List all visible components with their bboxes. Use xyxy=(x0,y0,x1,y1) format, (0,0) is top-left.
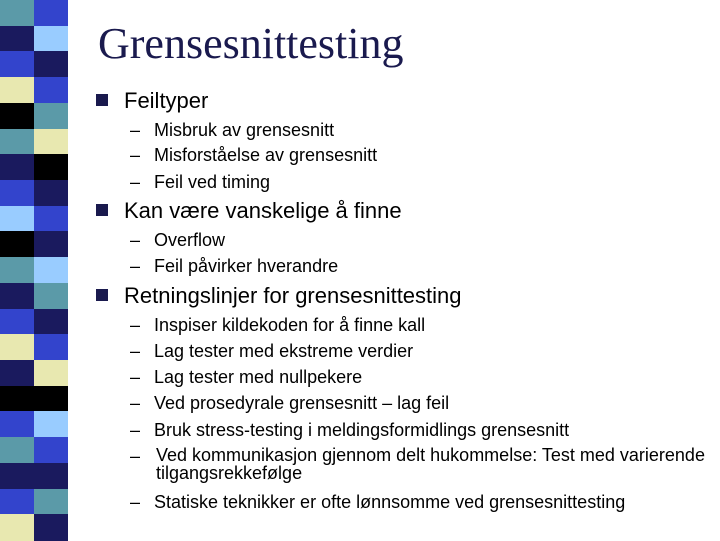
stripe-block xyxy=(34,0,68,27)
stripe-block xyxy=(0,231,34,258)
bullet-feiltyper xyxy=(96,88,208,114)
dash-marker: – xyxy=(130,367,141,387)
stripe-block xyxy=(0,386,34,413)
stripe-block xyxy=(34,257,68,284)
stripe-block xyxy=(34,334,68,361)
stripe-block xyxy=(34,463,68,490)
bullet-text: Kan være vanskelige å finne xyxy=(124,198,402,223)
stripe-block xyxy=(34,154,68,181)
stripe-block xyxy=(34,180,68,207)
dash-marker: – xyxy=(130,420,141,440)
stripe-block xyxy=(0,129,34,156)
stripe-block xyxy=(0,77,34,104)
dash-marker: – xyxy=(130,120,141,140)
bullet-square-icon xyxy=(96,289,108,301)
sub-bullet-text: Statiske teknikker er ofte lønnsomme ved grensesnittesting xyxy=(154,492,626,512)
dash-marker: – xyxy=(130,315,141,335)
bullet-vanskelige xyxy=(96,198,402,224)
stripe-block xyxy=(0,411,34,438)
stripe-block xyxy=(34,206,68,233)
stripe-block xyxy=(34,489,68,516)
stripe-block xyxy=(0,103,34,130)
bullet-retningslinjer xyxy=(96,283,462,309)
bullet-text: Retningslinjer for grensesnittesting xyxy=(124,283,462,308)
sub-bullet-text: Feil ved timing xyxy=(154,172,271,192)
stripe-block xyxy=(0,154,34,181)
stripe-block xyxy=(34,309,68,336)
dash-marker: – xyxy=(130,446,141,466)
sub-bullet-text: Inspiser kildekoden for å finne kall xyxy=(154,315,426,335)
stripe-block xyxy=(34,360,68,387)
sub-bullet-text: Lag tester med nullpekere xyxy=(154,367,363,387)
dash-marker: – xyxy=(130,145,141,165)
sub-bullet xyxy=(130,120,334,141)
stripe-block xyxy=(0,437,34,464)
sub-bullet-text: Lag tester med ekstreme verdier xyxy=(154,341,414,361)
sub-bullet-text: Bruk stress-testing i meldingsformidlings grensesnitt xyxy=(154,420,570,440)
sub-bullet-text: Misbruk av grensesnitt xyxy=(154,120,335,140)
stripe-block xyxy=(34,437,68,464)
stripe-block xyxy=(34,26,68,53)
decorative-side-stripe xyxy=(0,0,68,540)
stripe-block xyxy=(0,334,34,361)
sub-bullet xyxy=(130,315,425,336)
stripe-block xyxy=(0,26,34,53)
sub-bullet xyxy=(130,367,362,388)
stripe-block xyxy=(0,0,34,27)
sub-bullet xyxy=(130,230,225,251)
sub-bullet xyxy=(130,172,270,193)
bullet-square-icon xyxy=(96,94,108,106)
stripe-block xyxy=(0,180,34,207)
dash-marker: – xyxy=(130,256,141,276)
sub-bullet xyxy=(130,145,377,166)
sub-bullet-text: Feil påvirker hverandre xyxy=(154,256,339,276)
stripe-block xyxy=(0,206,34,233)
sub-bullet xyxy=(130,492,625,513)
stripe-block xyxy=(0,51,34,78)
sub-bullet xyxy=(130,420,569,441)
stripe-block xyxy=(34,386,68,413)
stripe-block xyxy=(34,411,68,438)
sub-bullet-text: Ved kommunikasjon gjennom delt hukommelse: Test med varierende tilgangsrekkefølge xyxy=(156,445,705,483)
stripe-block xyxy=(34,129,68,156)
stripe-block xyxy=(0,257,34,284)
stripe-block xyxy=(0,283,34,310)
stripe-block xyxy=(34,283,68,310)
stripe-block xyxy=(0,514,34,541)
dash-marker: – xyxy=(130,393,141,413)
sub-bullet-text: Misforståelse av grensesnitt xyxy=(154,145,378,165)
dash-marker: – xyxy=(130,230,141,250)
sub-bullet xyxy=(130,256,338,277)
bullet-text: Feiltyper xyxy=(124,88,209,113)
stripe-block xyxy=(34,51,68,78)
stripe-block xyxy=(34,77,68,104)
dash-marker: – xyxy=(130,492,141,512)
slide-title: Grensesnittesting xyxy=(98,19,404,68)
stripe-block xyxy=(34,514,68,541)
dash-marker: – xyxy=(130,341,141,361)
sub-bullet xyxy=(130,446,720,482)
stripe-block xyxy=(0,309,34,336)
stripe-block xyxy=(0,360,34,387)
sub-bullet xyxy=(130,341,413,362)
stripe-block xyxy=(0,463,34,490)
stripe-block xyxy=(34,231,68,258)
stripe-block xyxy=(34,103,68,130)
stripe-block xyxy=(0,489,34,516)
sub-bullet-text: Overflow xyxy=(154,230,226,250)
dash-marker: – xyxy=(130,172,141,192)
bullet-square-icon xyxy=(96,204,108,216)
sub-bullet-text: Ved prosedyrale grensesnitt – lag feil xyxy=(154,393,450,413)
sub-bullet xyxy=(130,393,449,414)
